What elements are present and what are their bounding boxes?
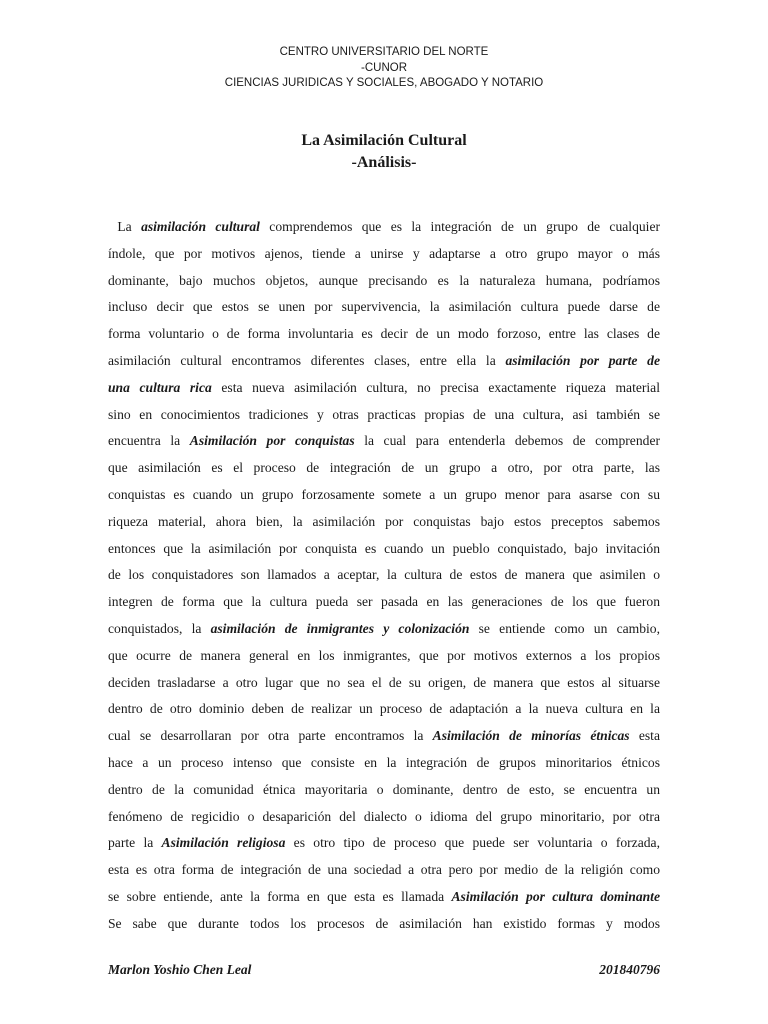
body-line <box>108 884 660 911</box>
author-name: Marlon Yoshio Chen Leal <box>108 962 252 977</box>
body-line <box>108 616 660 643</box>
text-run: asimilación cultural encontramos diferentes clases, entre ella la <box>108 352 506 368</box>
body-line: forma voluntario o de forma involuntaria es decir de un modo forzoso, entre las clases de <box>108 326 660 342</box>
title-main: La Asimilación Cultural <box>301 132 467 149</box>
header-campus: -CUNOR <box>361 61 407 74</box>
body-line <box>108 723 660 750</box>
header-university: CENTRO UNIVERSITARIO DEL NORTE <box>279 46 489 58</box>
body-line: fenómeno de regicidio o desaparición del dialecto o idioma del grupo minoritario, por otra <box>108 808 660 824</box>
body-line: esta es otra forma de integración de una sociedad a otra pero por medio de la religión como <box>108 862 660 878</box>
document-title <box>0 130 768 174</box>
body-line: deciden trasladarse a otro lugar que no sea el de su origen, de manera que estos al situarse <box>108 674 660 690</box>
text-run: cual se desarrollaran por otra parte encontramos la <box>108 728 433 744</box>
institution-header <box>0 45 768 92</box>
body-line: entonces que la asimilación por conquista es cuando un pueblo conquistado, bajo invitación <box>108 540 660 556</box>
text-run: La <box>108 219 142 234</box>
body-line: índole, que por motivos ajenos, tiende a unirse y adaptarse a otro grupo mayor o más <box>108 245 660 261</box>
text-run: la cual para entenderla debemos de comprender <box>354 433 660 449</box>
body-line: dentro de otro dominio deben de realizar un proceso de adaptación a la nueva cultura en la <box>108 701 660 717</box>
emphasis-term: asimilación por parte de <box>505 352 660 368</box>
header-faculty: CIENCIAS JURIDICAS Y SOCIALES, ABOGADO Y NOTARIO <box>224 77 544 89</box>
body-line: integren de forma que la cultura pueda ser pasada en las generaciones de los que fueron <box>108 594 660 610</box>
student-id: 201840796 <box>599 962 660 977</box>
body-line: dominante, bajo muchos objetos, aunque precisando es la naturaleza humana, podríamos <box>108 272 660 288</box>
text-run: encuentra la <box>108 433 190 449</box>
emphasis-term: asimilación de inmigrantes y colonización <box>210 620 470 636</box>
text-run: parte la <box>108 835 162 851</box>
body-line <box>108 428 660 455</box>
emphasis-term: asimilación cultural <box>141 219 260 234</box>
text-run: se sobre entiende, ante la forma en que esta es llamada <box>108 888 452 904</box>
text-run: esta nueva asimilación cultura, no precisa exactamente riqueza material <box>211 379 660 395</box>
text-run: es otro tipo de proceso que puede ser voluntaria o forzada, <box>285 835 660 851</box>
title-sub: -Análisis- <box>351 154 417 171</box>
body-line: que asimilación es el proceso de integración de un grupo a otro, por otra parte, las <box>108 460 660 476</box>
body-line: riqueza material, ahora bien, la asimilación por conquistas bajo estos preceptos sabemos <box>108 513 660 529</box>
body-line: sino en conocimientos tradiciones y otras practicas propias de una cultura, asi también se <box>108 406 660 422</box>
emphasis-term: Asimilación de minorías étnicas <box>432 728 630 744</box>
body-line: hace a un proceso intenso que consiste en la integración de grupos minoritarios étnicos <box>108 754 660 770</box>
body-line: conquistas es cuando un grupo forzosamente somete a un grupo menor para asarse con su <box>108 486 660 502</box>
body-line <box>108 348 660 375</box>
text-run: se entiende como un cambio, <box>469 620 660 636</box>
body-line: de los conquistadores son llamados a aceptar, la cultura de estos de manera que asimilen o <box>108 567 660 583</box>
body-line: incluso decir que estos se unen por supervivencia, la asimilación cultura puede darse de <box>108 299 660 315</box>
body-line: que ocurre de manera general en los inmigrantes, que por motivos externos a los propios <box>108 647 660 663</box>
text-run: esta <box>629 728 660 744</box>
emphasis-term: Asimilación por cultura dominante <box>451 888 660 904</box>
body-line <box>108 830 660 857</box>
text-run: comprendemos que es la integración de un grupo de cualquier <box>259 219 661 234</box>
body-paragraph <box>108 214 660 938</box>
text-run: conquistados, la <box>108 620 211 636</box>
emphasis-term: Asimilación religiosa <box>161 835 286 851</box>
body-line: dentro de la comunidad étnica mayoritaria o dominante, dentro de esto, se encuentra un <box>108 781 660 797</box>
emphasis-term: una cultura rica <box>108 379 212 395</box>
emphasis-term: Asimilación por conquistas <box>189 433 355 449</box>
body-line <box>108 214 660 241</box>
body-line <box>108 375 660 402</box>
body-line: Se sabe que durante todos los procesos de asimilación han existido formas y modos <box>108 915 660 931</box>
